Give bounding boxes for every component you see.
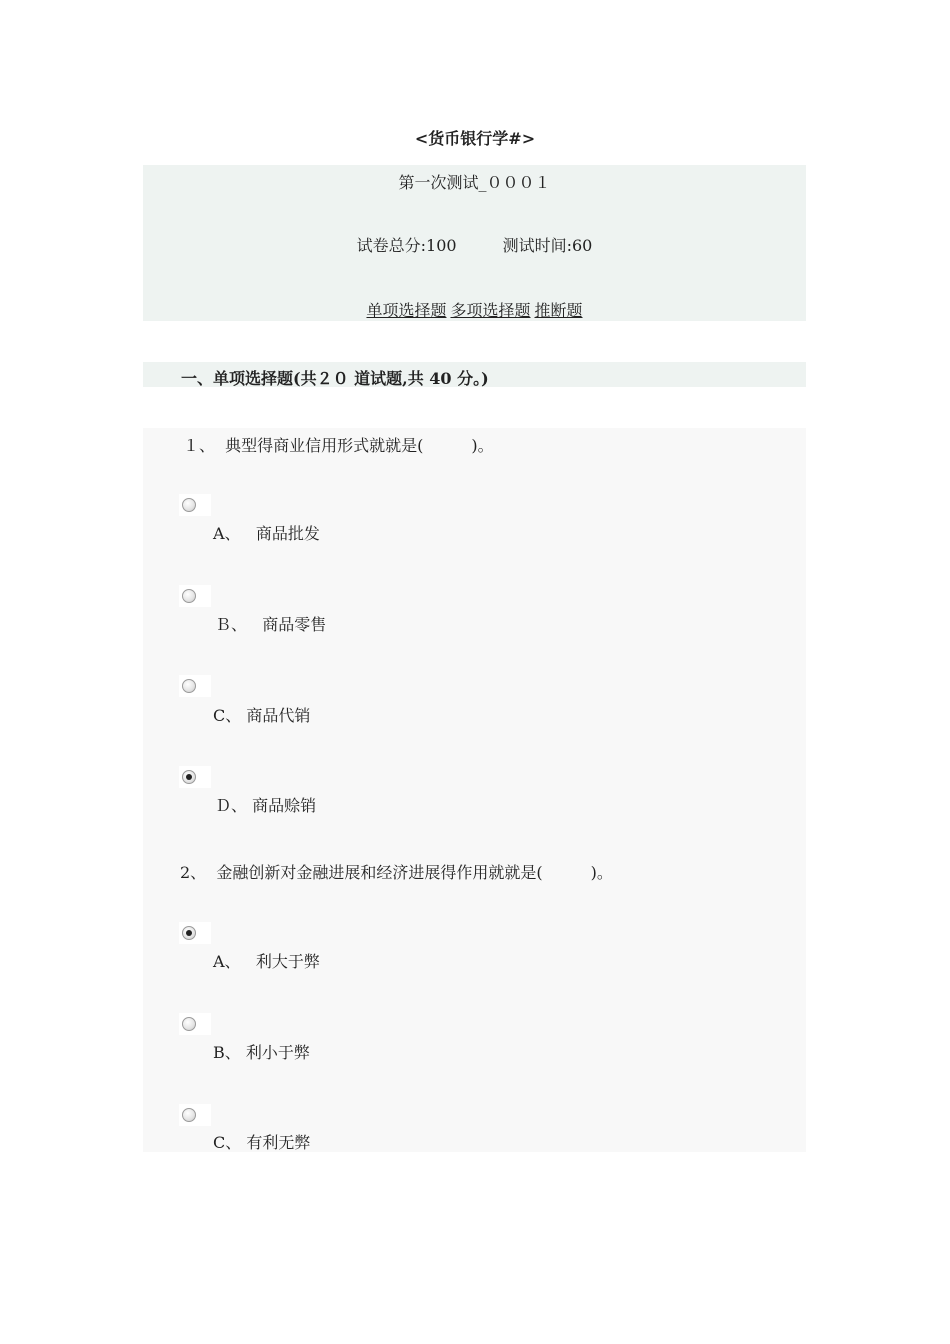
section-bar: [143, 362, 806, 387]
test-meta: [143, 233, 806, 256]
radio-button-q2-c[interactable]: [182, 1108, 196, 1122]
total-score: 试卷总分:100: [356, 236, 457, 255]
option-label: A、 利大于弊: [213, 952, 320, 971]
option-radio-wrap: [179, 494, 211, 516]
section-title: 一、单项选择题(共２０ 道试题,共 40 分。): [181, 369, 489, 388]
questions-panel: [143, 428, 806, 1152]
test-time: 测试时间:60: [502, 236, 593, 255]
link-multiple-choice[interactable]: 多项选择题: [450, 301, 531, 320]
radio-button-q1-a[interactable]: [182, 498, 196, 512]
test-name: 第一次测试_０００１: [398, 173, 551, 192]
radio-button-q1-d[interactable]: [182, 770, 196, 784]
document-title: <货币银行学#>: [414, 129, 536, 148]
option-label: Ｂ、 商品零售: [215, 615, 327, 634]
option-radio-wrap: [179, 1013, 211, 1035]
radio-button-q1-c[interactable]: [182, 679, 196, 693]
option-label: A、 商品批发: [213, 524, 320, 543]
option-radio-wrap: [179, 1104, 211, 1126]
option-label: Ｄ、 商品赊销: [215, 796, 317, 815]
option-radio-wrap: [179, 585, 211, 607]
radio-button-q2-b[interactable]: [182, 1017, 196, 1031]
section-links: [143, 298, 806, 321]
option-label: B、 利小于弊: [213, 1043, 310, 1062]
radio-button-q2-a[interactable]: [182, 926, 196, 940]
link-true-false[interactable]: 推断题: [534, 301, 583, 320]
option-radio-wrap: [179, 675, 211, 697]
radio-button-q1-b[interactable]: [182, 589, 196, 603]
option-label: C、 有利无弊: [213, 1133, 311, 1152]
question-text: １、 典型得商业信用形式就就是( )。: [183, 436, 494, 455]
test-header: [143, 165, 806, 321]
link-single-choice[interactable]: 单项选择题: [366, 301, 447, 320]
question-text: 2、 金融创新对金融进展和经济进展得作用就就是( )。: [180, 863, 613, 882]
option-radio-wrap: [179, 922, 211, 944]
option-label: C、 商品代销: [213, 706, 311, 725]
option-radio-wrap: [179, 766, 211, 788]
